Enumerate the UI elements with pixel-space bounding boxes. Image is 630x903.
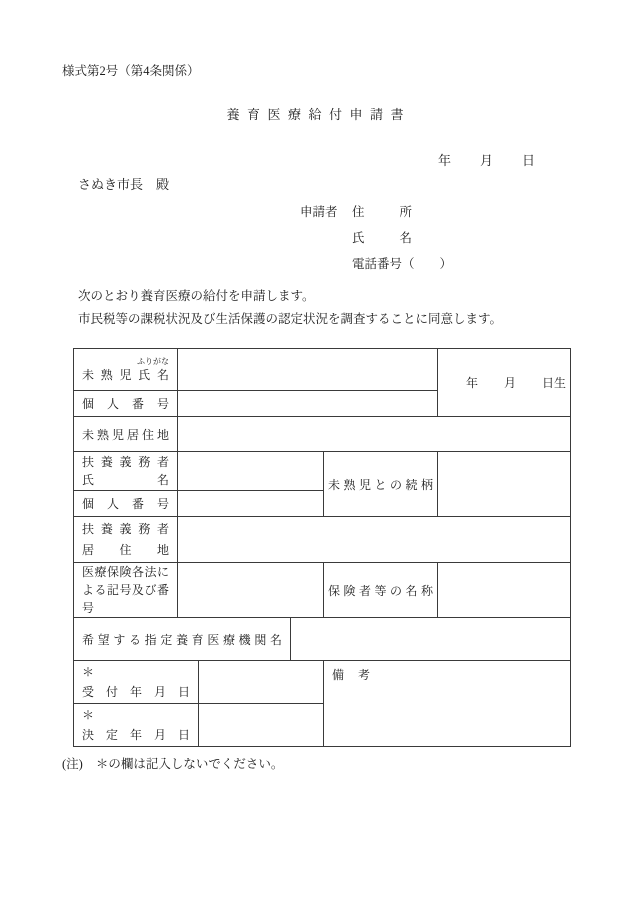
- date-day-label: 日: [522, 153, 536, 168]
- infant-name-input-cell: [178, 349, 438, 391]
- furigana-label: ふりがな: [137, 356, 169, 366]
- insurance-symbol-input-cell: [178, 563, 324, 618]
- birth-year-label: 年: [465, 376, 478, 390]
- decision-date-label-cell: [74, 704, 199, 747]
- applicant-block: [300, 202, 452, 280]
- reception-date-label-cell: [74, 661, 199, 704]
- infant-personal-number-label: 個人番号: [74, 391, 178, 417]
- guardian-name-label: 氏名: [82, 473, 169, 487]
- declaration-line-2: 市民税等の課税状況及び生活保護の認定状況を調査することに同意します。: [78, 312, 503, 326]
- reception-date-input-cell: [199, 661, 324, 704]
- table-row: [74, 349, 571, 391]
- hospital-input-cell: [291, 618, 571, 661]
- table-row: [74, 661, 571, 704]
- infant-personal-number-input-cell: [178, 391, 438, 417]
- remarks-cell: [324, 661, 571, 747]
- birth-month-label: 月: [503, 376, 516, 390]
- guardian-residence-label-line2: 居住地: [82, 542, 169, 557]
- guardian-name-input-cell: [178, 452, 324, 491]
- birth-date-labels: [442, 374, 566, 391]
- hospital-label: 希望する指定養育医療機関名: [74, 618, 291, 661]
- note-text: ＊の欄は記入しないでください。: [95, 757, 284, 771]
- birth-day-label: 日生: [541, 376, 566, 390]
- declaration-line-1: 次のとおり養育医療の給付を申請します。: [78, 289, 315, 303]
- form-number: 様式第2号（第4条関係）: [62, 64, 200, 78]
- guardian-residence-input-cell: [178, 517, 571, 563]
- table-row: [74, 417, 571, 452]
- application-table: [73, 348, 571, 747]
- guardian-residence-label-line1: 扶養義務者: [82, 521, 169, 536]
- applicant-address-row: [300, 202, 452, 228]
- remarks-label: 備考: [332, 668, 385, 682]
- decision-date-label: 決定年月日: [82, 728, 190, 742]
- infant-name-label-cell: [74, 349, 178, 391]
- table-row: [74, 563, 571, 618]
- relationship-input-cell: [438, 452, 571, 517]
- applicant-name-label: 氏名: [352, 231, 412, 245]
- decision-star-mark: ＊: [82, 708, 95, 722]
- reception-date-label: 受付年月日: [82, 685, 190, 699]
- applicant-address-label: 住所: [352, 205, 412, 219]
- relationship-label: 未熟児との続柄: [324, 452, 438, 517]
- reception-star-mark: ＊: [82, 665, 95, 679]
- guardian-residence-label-cell: [74, 517, 178, 563]
- guardian-personal-number-input-cell: [178, 491, 324, 517]
- table-row: [74, 517, 571, 563]
- guardian-personal-number-label: 個人番号: [74, 491, 178, 517]
- note-line: [62, 754, 283, 772]
- note-label: (注): [62, 757, 83, 771]
- infant-name-label: 未熟児氏名: [82, 367, 169, 382]
- guardian-label-line1: 扶養義務者: [82, 455, 169, 469]
- guardian-name-label-cell: [74, 452, 178, 491]
- applicant-label: 申請者: [300, 205, 338, 219]
- insurer-name-label: 保険者等の名称: [324, 563, 438, 618]
- date-line: [438, 150, 535, 169]
- applicant-name-row: [300, 228, 452, 254]
- form-title: 養育医療給付申請書: [226, 107, 411, 122]
- insurance-symbol-label: 医療保険各法による記号及び番号: [74, 563, 178, 618]
- date-month-label: 月: [480, 153, 494, 168]
- applicant-phone-row: [300, 254, 452, 280]
- insurer-name-input-cell: [438, 563, 571, 618]
- table-row: [74, 618, 571, 661]
- birth-date-cell: [438, 349, 571, 417]
- infant-address-input-cell: [178, 417, 571, 452]
- decision-date-input-cell: [199, 704, 324, 747]
- date-year-label: 年: [438, 153, 452, 168]
- table-row: [74, 452, 571, 491]
- infant-address-label: 未熟児居住地: [74, 417, 178, 452]
- applicant-phone-label: 電話番号（ ）: [352, 257, 453, 271]
- addressee: さぬき市長 殿: [78, 177, 170, 192]
